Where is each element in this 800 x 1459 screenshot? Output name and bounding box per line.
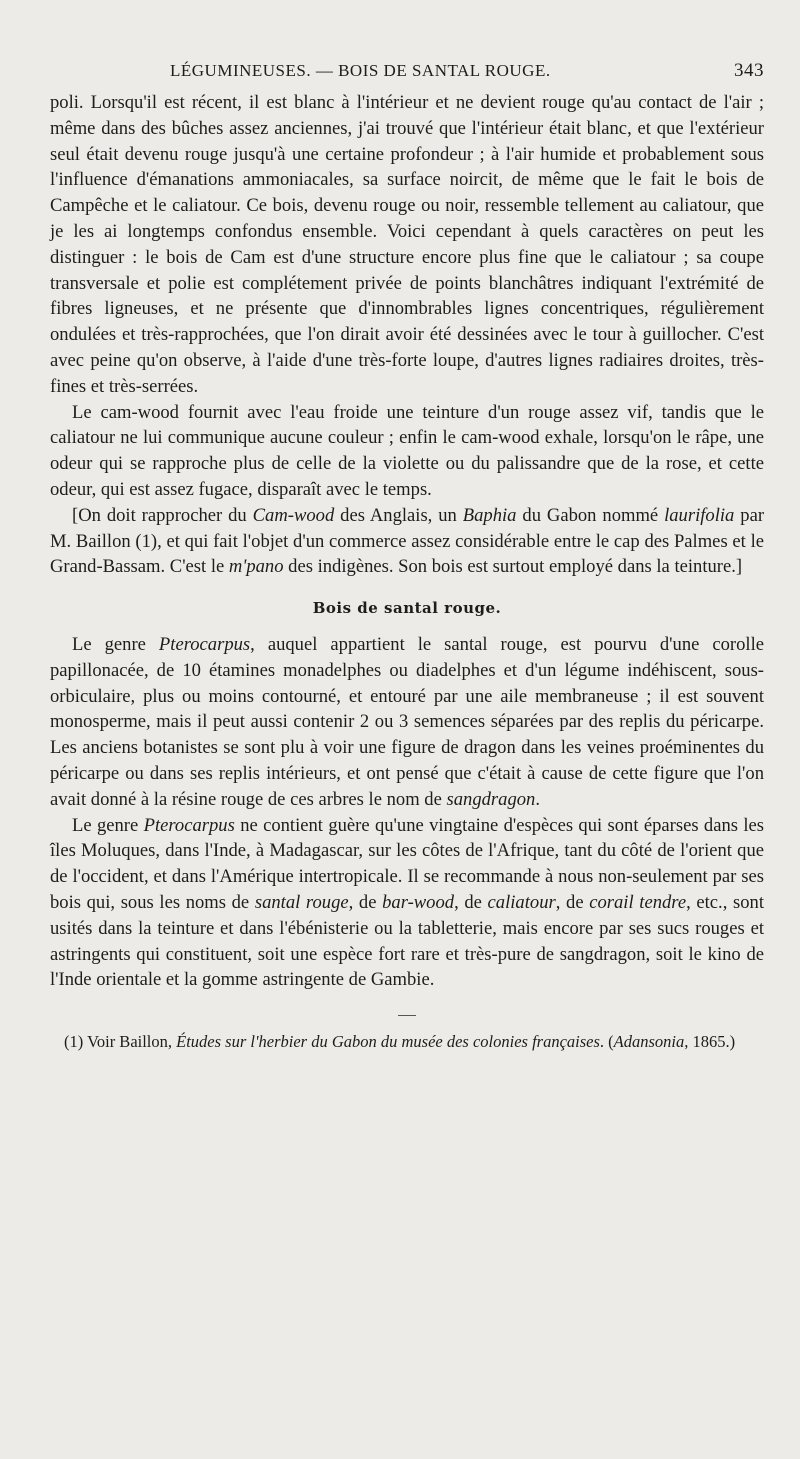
text-run: ne contient guère qu'une vingtaine d'espèces qui sont éparses dans les îles Moluques, dans l'Inde, à Madagascar, sur les côtes de l'Afrique, tant du côté de l'orient que de l'occident, et dans l'Amérique intertropicale. Il se recommande à nous non-seulement par ses bois qui, sous les noms de	[50, 814, 764, 913]
text-run: Le cam-wood fournit avec l'eau froide une teinture d'un rouge assez vif, tandis que le caliatour ne lui communique aucune couleur ; enfin le cam-wood exhale, lorsqu'on le râpe, une odeur qui se rapproche plus de celle de la violette ou du palissandre que de la rose, et cette odeur, qui est assez fugace, disparaît avec le temps.	[50, 401, 764, 500]
italic-term: caliatour	[487, 891, 556, 913]
text-run: des indigènes. Son bois est surtout employé dans la teinture.]	[283, 556, 743, 578]
paragraph-4	[50, 632, 764, 813]
running-title: LÉGUMINEUSES. — BOIS DE SANTAL ROUGE.	[170, 61, 551, 80]
paragraph-2	[50, 400, 764, 503]
text-run: .	[535, 788, 541, 810]
italic-title: Adansonia	[613, 1032, 685, 1052]
italic-term: corail tendre	[589, 891, 687, 913]
text-run: poli. Lorsqu'il est récent, il est blanc à l'intérieur et ne devient rouge qu'au contact de l'air ; même dans des bûches assez anciennes, j'ai trouvé que l'intérieur était blanc, et que l'extérieur seul était devenu rouge jusqu'à une certaine profondeur ; à l'air humide et probablement sous l'influence d'émanations ammoniacales, sa surface noircit, de même que le fait le bois de Campêche et le caliatour. Ce bois, devenu rouge ou noir, ressemble tellement au caliatour, que je les ai longtemps confondus ensemble. Voici cependant à quels caractères on peut les distinguer : le bois de Cam est d'une structure encore plus fine que le caliatour ; sa coupe transversale et polie est complétement privée de points blanchâtres indiquant l'extrémité de fibres ligneuses, et ne présente que d'innombrables lignes concentriques, régulièrement ondulées et très-rapprochées, que l'on dirait avoir été dessinées avec le tour à guillocher. C'est avec peine qu'on observe, à l'aide d'une très-forte loupe, d'autres lignes radiaires droites, très-fines et très-serrées.	[50, 92, 764, 397]
italic-term: bar-wood	[382, 891, 455, 913]
main-text	[50, 90, 764, 993]
page-number: 343	[734, 60, 764, 81]
italic-term: Cam-wood	[252, 504, 335, 526]
section-title: Bois de santal rouge.	[312, 599, 502, 618]
text-run: (1) Voir Baillon,	[64, 1032, 177, 1052]
text-run: du Gabon nommé	[516, 504, 665, 526]
text-run: , auquel appartient le santal rouge, est pourvu d'une corolle papillonacée, de 10 étamines monadelphes ou diadelphes et d'un légume indéhiscent, sous-orbiculaire, plus ou moins contourné, et entouré par une aile membraneuse ; il est souvent monosperme, mais il peut aussi contenir 2 ou 3 semences séparées par des replis du péricarpe. Les anciens botanistes se sont plu à voir une figure de dragon dans les veines proéminentes du péricarpe ou dans ses replis intérieurs, et ont pensé que c'était à cause de cette figure que l'on avait donné à la résine rouge de ces arbres le nom de	[50, 633, 764, 810]
paragraph-3-bracketed-note	[50, 503, 764, 580]
text-run: , 1865.)	[684, 1032, 736, 1052]
text-run: par M. Baillon (1), et qui fait l'objet d'un commerce assez considérable entre le cap des Palmes et le Grand-Bassam. C'est le	[50, 504, 765, 578]
footnote	[50, 1030, 764, 1054]
italic-term: Pterocarpus	[143, 814, 235, 836]
footnote-divider	[398, 1015, 416, 1016]
italic-term: Baphia	[462, 504, 517, 526]
text-run: , etc., sont usités dans la teinture et dans l'ébénisterie ou la tabletterie, mais encore par ses sucs rouges et astringents qui constituent, soit une espèce fort rare et très-pure de sangdragon, soit le kino de l'Inde orientale et la gomme astringente de Gambie.	[50, 891, 764, 991]
paragraph-1	[50, 90, 764, 400]
text-run: Le genre	[72, 633, 159, 655]
italic-term: santal rouge	[254, 891, 349, 913]
text-run: [On doit rapprocher du	[72, 504, 253, 526]
italic-term: laurifolia	[664, 504, 735, 526]
text-run: , de	[454, 891, 488, 913]
text-run: Le genre	[72, 814, 144, 836]
text-run: des Anglais, un	[334, 504, 463, 526]
italic-term: sangdragon	[446, 788, 536, 810]
italic-term: m'pano	[228, 556, 284, 578]
italic-title: Études sur l'herbier du Gabon du musée des colonies françaises	[176, 1032, 600, 1052]
text-run: , de	[348, 891, 383, 913]
text-run: , de	[555, 891, 590, 913]
italic-term: Pterocarpus	[158, 633, 251, 655]
paragraph-5	[50, 813, 764, 994]
running-header	[50, 60, 764, 82]
text-run: . (	[599, 1032, 614, 1052]
